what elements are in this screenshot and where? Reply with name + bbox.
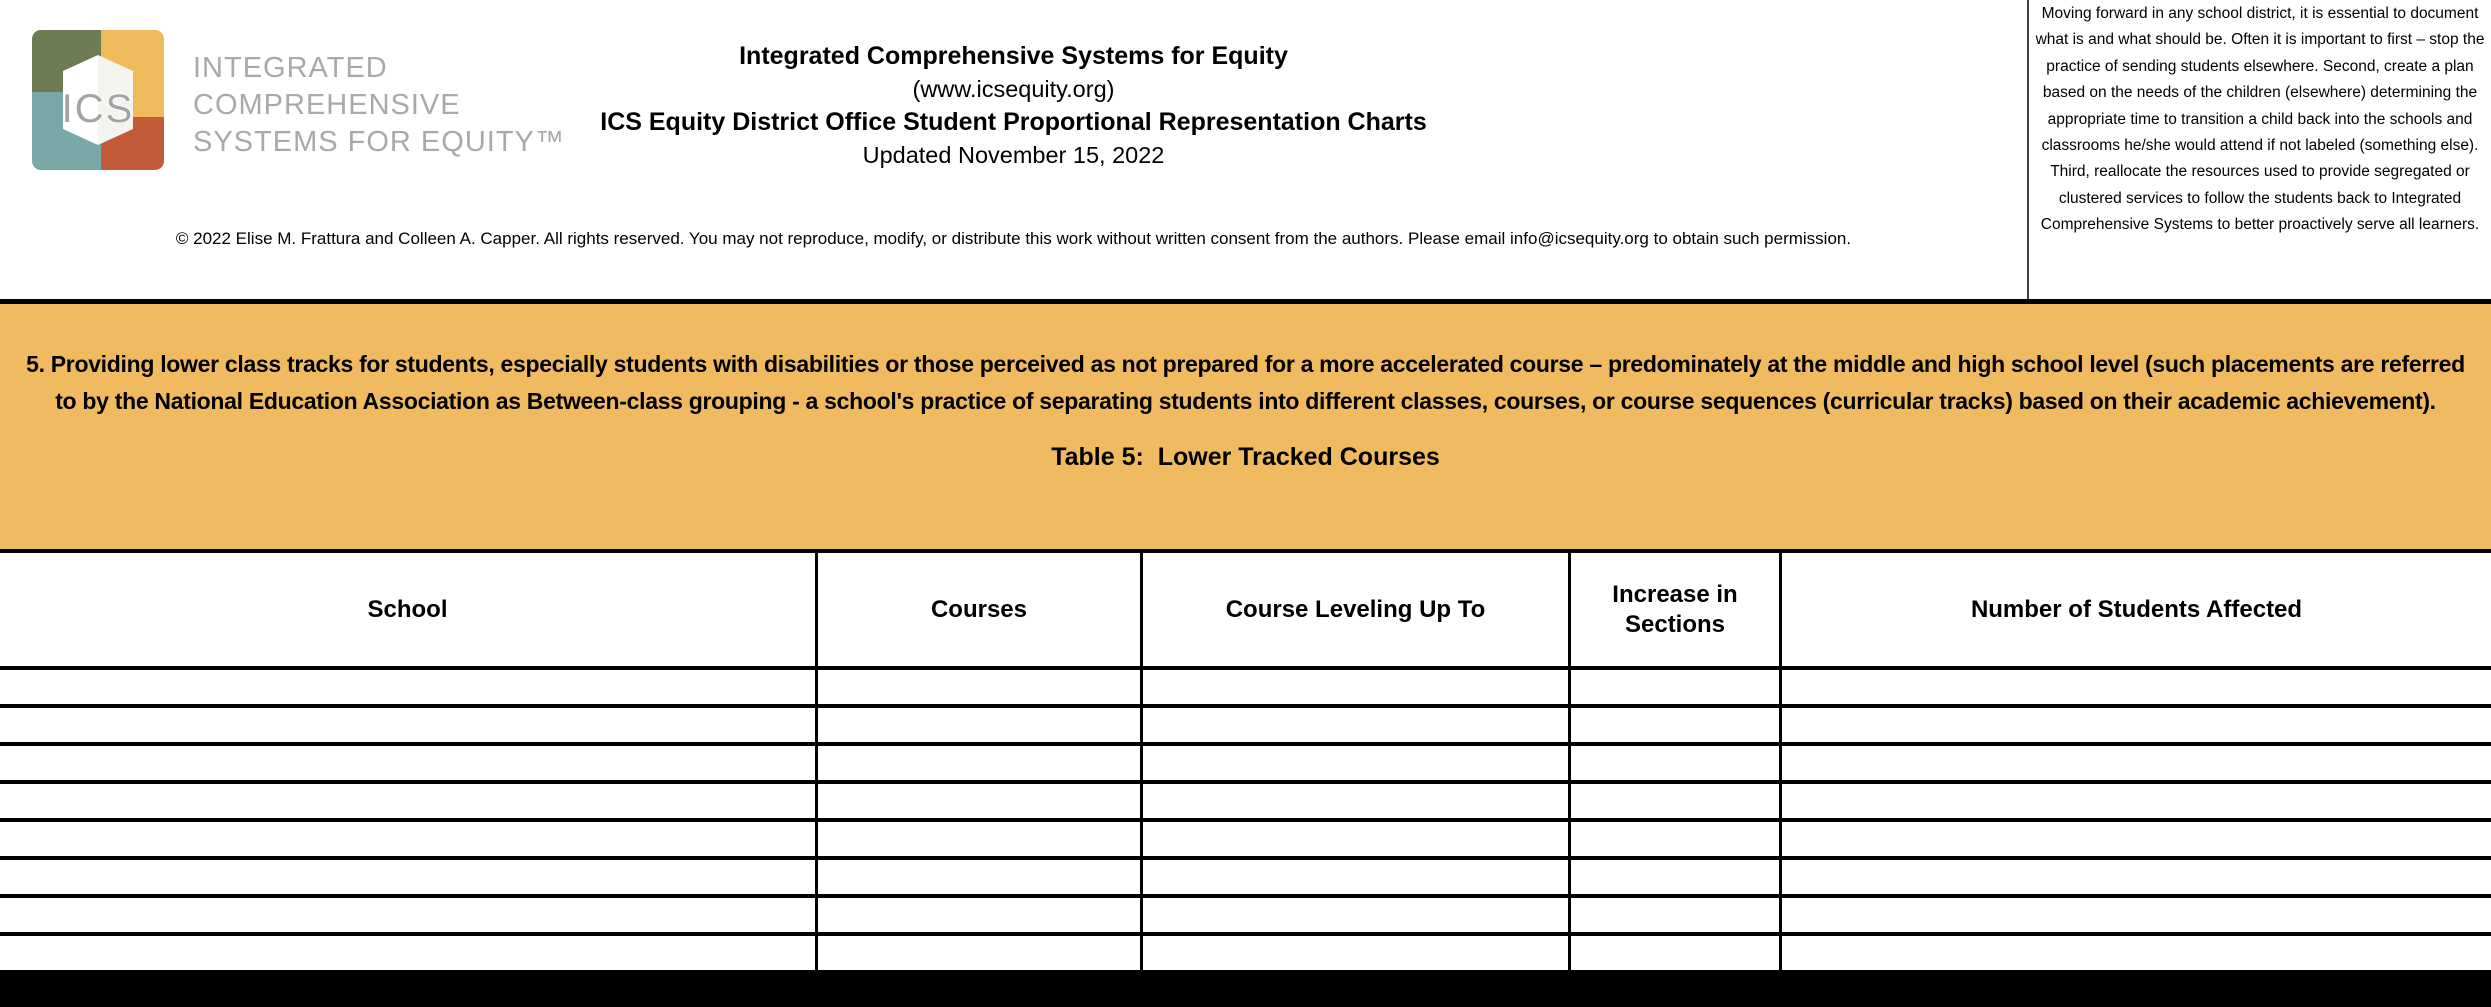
table-cell (1571, 898, 1782, 932)
logo-wordmark-line: SYSTEMS FOR EQUITY™ (193, 126, 565, 158)
table-cell (1571, 822, 1782, 856)
table-row (0, 784, 2491, 822)
table-row (0, 822, 2491, 860)
table-cell (818, 746, 1143, 780)
column-header-increase-in-sections: Increase in Sections (1571, 553, 1782, 666)
table-cell (0, 822, 818, 856)
table-row (0, 898, 2491, 936)
table-cell (1782, 860, 2491, 894)
section-banner (0, 304, 2491, 549)
table-cell (0, 708, 818, 742)
table-cell (0, 936, 818, 970)
table-cell (0, 898, 818, 932)
lower-tracked-courses-table (0, 549, 2491, 974)
doc-subtitle: ICS Equity District Office Student Proportional Representation Charts (600, 108, 1427, 136)
table-cell (0, 670, 818, 704)
table-header-row (0, 549, 2491, 670)
table-row (0, 746, 2491, 784)
table-cell (0, 860, 818, 894)
table-row (0, 670, 2491, 708)
footer-bar (0, 974, 2491, 1007)
table-cell (1143, 936, 1571, 970)
doc-title: Integrated Comprehensive Systems for Equity (739, 42, 1288, 70)
table-cell (1782, 898, 2491, 932)
side-note: Moving forward in any school district, it is essential to document what is and what should be. Often it is important to first – stop the practice of sending students elsewhere. Second, create a plan based on the needs of the children (elsewhere) determining the appropriate time to transition a child back into the schools and classrooms he/she would attend if not labeled (something else). Third, reallocate the resources used to provide segregated or clustered services to follow the students back to Integrated Comprehensive Systems to better proactively serve all learners. (2027, 0, 2491, 300)
table-cell (818, 860, 1143, 894)
table-cell (818, 898, 1143, 932)
table-cell (1143, 746, 1571, 780)
table-cell (1143, 784, 1571, 818)
table-row (0, 936, 2491, 974)
table-row (0, 708, 2491, 746)
table-body (0, 670, 2491, 974)
table-cell (1143, 708, 1571, 742)
section-heading: 5. Providing lower class tracks for students, especially students with disabilities or those perceived as not prepared for a more accelerated course – predominately at the middle and high school level (such placements are referred to by the National Education Association as Between-class grouping - a school's practice of separating students into different classes, courses, or course sequences (curricular tracks) based on their academic achievement). (26, 351, 2465, 414)
logo-acronym: ICS (61, 87, 135, 131)
table-cell (0, 746, 818, 780)
logo-wordmark-line: INTEGRATED (193, 52, 388, 84)
table-cell (1571, 746, 1782, 780)
table-cell (1143, 670, 1571, 704)
table-cell (0, 784, 818, 818)
column-header-course-leveling-up-to: Course Leveling Up To (1143, 553, 1571, 666)
table-cell (1571, 670, 1782, 704)
table-cell (1143, 860, 1571, 894)
table-cell (1571, 784, 1782, 818)
doc-updated: Updated November 15, 2022 (862, 142, 1165, 168)
table-cell (818, 822, 1143, 856)
table-cell (1782, 746, 2491, 780)
table-cell (818, 708, 1143, 742)
table-cell (1143, 822, 1571, 856)
table-cell (1782, 936, 2491, 970)
table-cell (818, 936, 1143, 970)
column-header-school: School (0, 553, 818, 666)
table-cell (818, 670, 1143, 704)
table-cell (1571, 708, 1782, 742)
logo-wordmark-line: COMPREHENSIVE (193, 89, 461, 121)
table-cell (1782, 670, 2491, 704)
column-header-number-of-students-affected: Number of Students Affected (1970, 595, 2303, 623)
table-cell (818, 784, 1143, 818)
table-title: Table 5: Lower Tracked Courses (1051, 443, 1440, 471)
table-cell (1782, 784, 2491, 818)
table-cell (1782, 822, 2491, 856)
table-cell (1782, 708, 2491, 742)
table-row (0, 860, 2491, 898)
table-cell (1571, 936, 1782, 970)
table-cell (1571, 860, 1782, 894)
document-title-block (0, 40, 2027, 172)
table-cell (1143, 898, 1571, 932)
doc-url: (www.icsequity.org) (912, 76, 1115, 102)
copyright-line: © 2022 Elise M. Frattura and Colleen A. Capper. All rights reserved. You may not reproduce, modify, or distribute this work without written consent from the authors. Please email info@icsequity.org to obtain such permission. (175, 229, 1852, 248)
column-header-courses: Courses (818, 553, 1143, 666)
